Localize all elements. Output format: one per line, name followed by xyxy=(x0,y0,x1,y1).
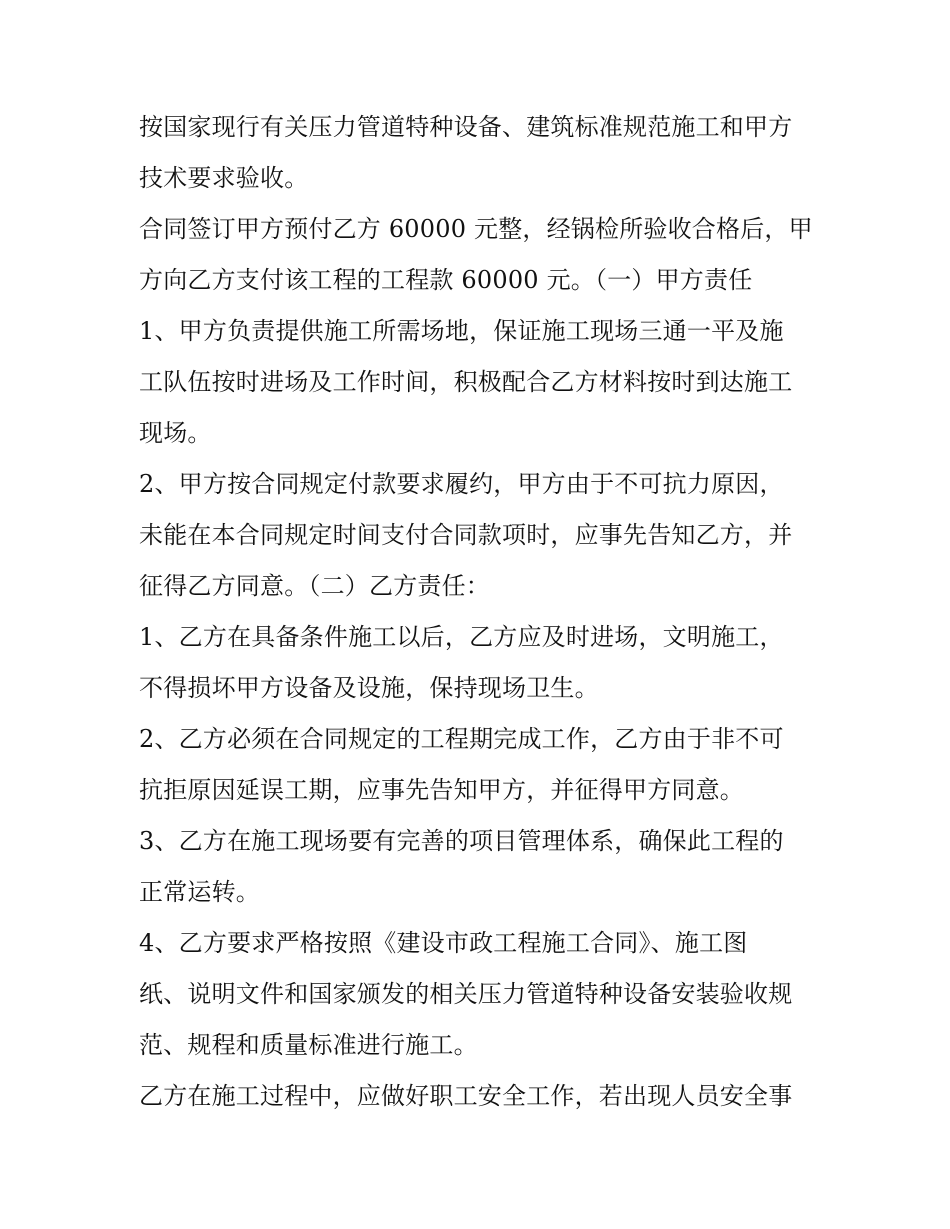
text-line: 抗拒原因延误工期，应事先告知甲方，并征得甲方同意。 xyxy=(139,776,744,804)
text-line: 正常运转。 xyxy=(139,878,260,906)
text-line: 范、规程和质量标准进行施工。 xyxy=(139,1031,478,1059)
text-line: 2、甲方按合同规定付款要求履约，甲方由于不可抗力原因， xyxy=(139,470,784,498)
text-line: 征得乙方同意。（二）乙方责任： xyxy=(139,572,490,600)
text-line: 技术要求验收。 xyxy=(139,164,309,192)
contract-body-text xyxy=(139,102,819,1122)
text-line: 不得损坏甲方设备及设施，保持现场卫生。 xyxy=(139,674,599,702)
text-line: 4、乙方要求严格按照《建设市政工程施工合同》、施工图 xyxy=(139,929,748,957)
text-line: 2、乙方必须在合同规定的工程期完成工作，乙方由于非不可 xyxy=(139,725,784,753)
text-line: 未能在本合同规定时间支付合同款项时，应事先告知乙方，并 xyxy=(139,521,793,549)
text-line: 乙方在施工过程中，应做好职工安全工作，若出现人员安全事 xyxy=(139,1082,793,1110)
text-line: 方向乙方支付该工程的工程款 60000 元。（一）甲方责任 xyxy=(139,266,753,294)
text-line: 合同签订甲方预付乙方 60000 元整，经锅检所验收合格后，甲 xyxy=(139,215,813,243)
text-line: 工队伍按时进场及工作时间，积极配合乙方材料按时到达施工 xyxy=(139,368,793,396)
text-line: 3、乙方在施工现场要有完善的项目管理体系，确保此工程的 xyxy=(139,827,784,855)
text-line: 纸、说明文件和国家颁发的相关压力管道特种设备安装验收规 xyxy=(139,980,793,1008)
text-line: 1、甲方负责提供施工所需场地，保证施工现场三通一平及施 xyxy=(139,317,784,345)
text-line: 现场。 xyxy=(139,419,212,447)
text-line: 按国家现行有关压力管道特种设备、建筑标准规范施工和甲方 xyxy=(139,113,793,141)
text-line: 1、乙方在具备条件施工以后，乙方应及时进场，文明施工， xyxy=(139,623,784,651)
